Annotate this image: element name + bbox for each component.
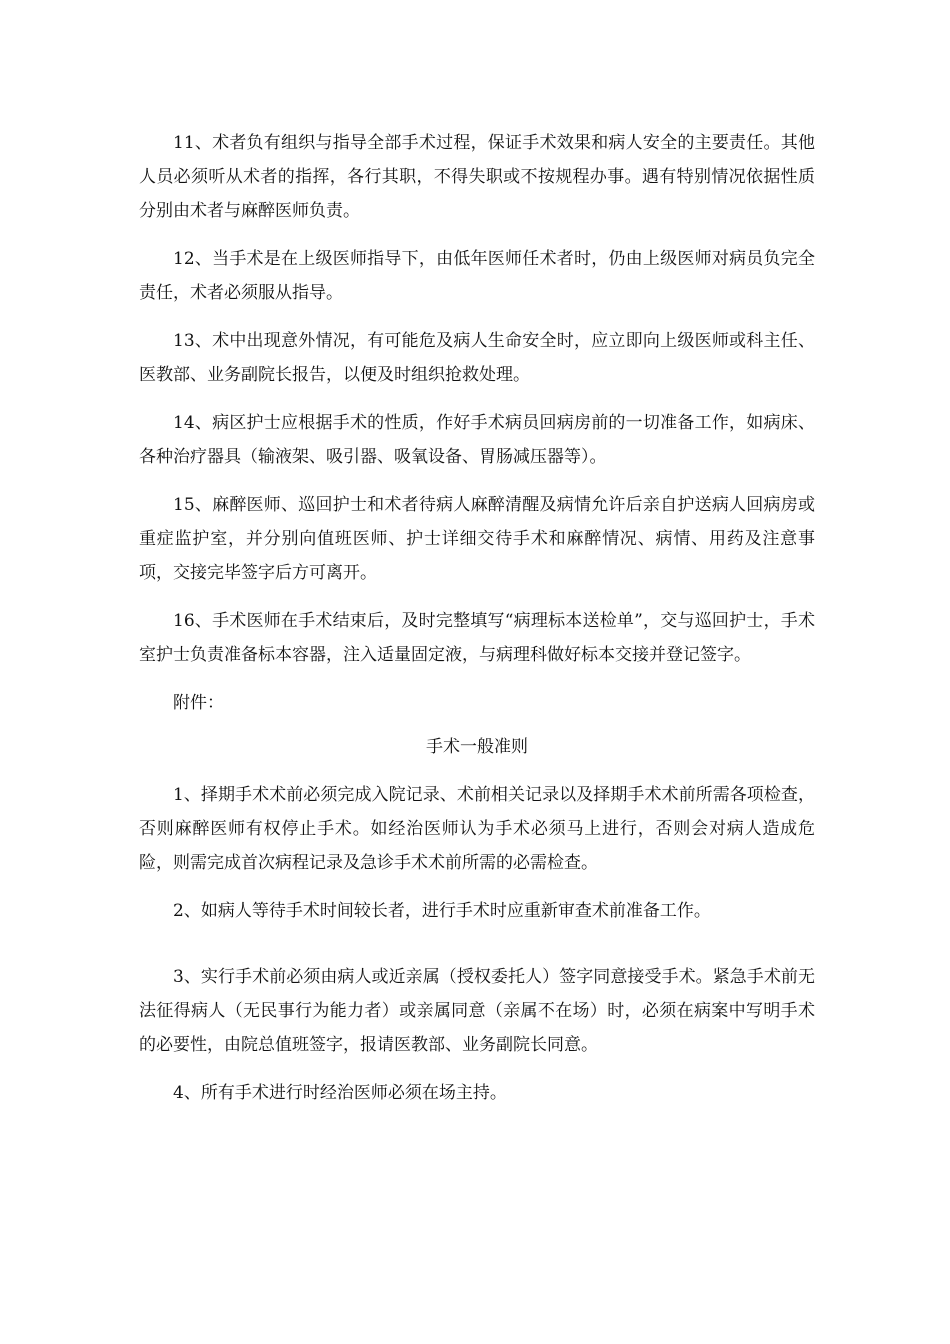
general-rule-2: 2、如病人等待手术时间较长者，进行手术时应重新审查术前准备工作。 [173,901,711,921]
document-body [139,126,815,1124]
attachment-label: 附件： [173,693,224,713]
general-rule-1: 1、择期手术术前必须完成入院记录、术前相关记录以及择期手术术前所需各项检查，否则麻醉医师有权停止手术。如经治医师认为手术必须马上进行，否则会对病人造成危险，则需完成首次病程记录及急诊手术术前所需的必需检查。 [139,785,815,873]
rule-paragraph-11: 11、术者负有组织与指导全部手术过程，保证手术效果和病人安全的主要责任。其他人员必须听从术者的指挥，各行其职，不得失职或不按规程办事。遇有特别情况依据性质分别由术者与麻醉医师负责。 [139,133,815,221]
general-rule-3: 3、实行手术前必须由病人或近亲属（授权委托人）签字同意接受手术。紧急手术前无法征得病人（无民事行为能力者）或亲属同意（亲属不在场）时，必须在病案中写明手术的必要性，由院总值班签字，报请医教部、业务副院长同意。 [139,967,815,1055]
section-title: 手术一般准则 [426,737,528,757]
rule-paragraph-16: 16、手术医师在手术结束后，及时完整填写“病理标本送检单”，交与巡回护士，手术室护士负责准备标本容器，注入适量固定液，与病理科做好标本交接并登记签字。 [139,611,815,665]
rule-paragraph-14: 14、病区护士应根据手术的性质，作好手术病员回病房前的一切准备工作，如病床、各种治疗器具（输液架、吸引器、吸氧设备、胃肠减压器等）。 [139,413,815,467]
general-rule-4: 4、所有手术进行时经治医师必须在场主持。 [173,1083,507,1103]
rule-paragraph-15: 15、麻醉医师、巡回护士和术者待病人麻醉清醒及病情允许后亲自护送病人回病房或重症监护室，并分别向值班医师、护士详细交待手术和麻醉情况、病情、用药及注意事项，交接完毕签字后方可离开。 [139,495,815,583]
rule-paragraph-13: 13、术中出现意外情况，有可能危及病人生命安全时，应立即向上级医师或科主任、医教部、业务副院长报告，以便及时组织抢救处理。 [139,331,815,385]
rule-paragraph-12: 12、当手术是在上级医师指导下，由低年医师任术者时，仍由上级医师对病员负完全责任，术者必须服从指导。 [139,249,815,303]
